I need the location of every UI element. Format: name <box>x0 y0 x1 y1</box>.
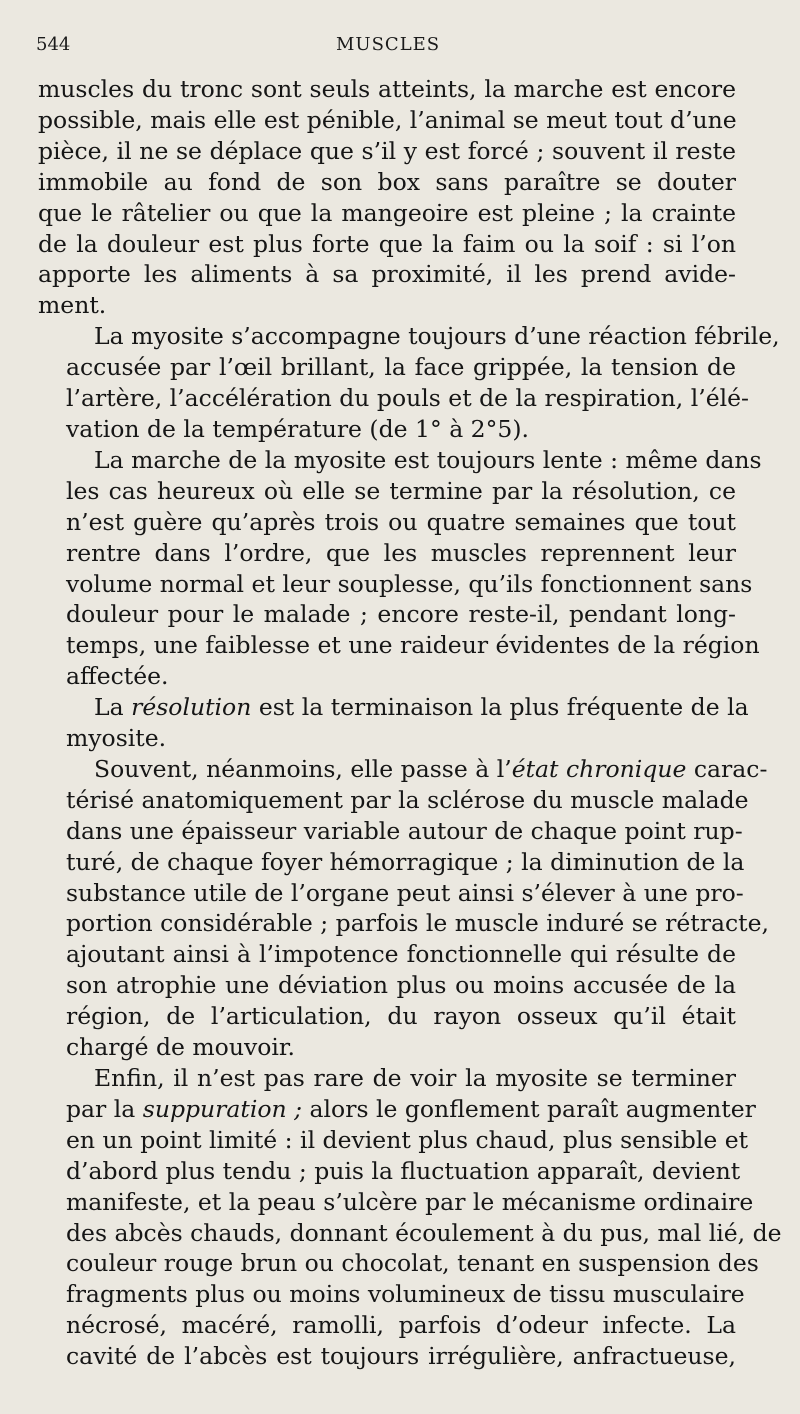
paragraph <box>38 1063 782 1372</box>
text-line: immobile au fond de son box sans paraître se douter <box>38 167 736 196</box>
text-line: turé, de chaque foyer hémorragique ; la diminution de la <box>66 847 745 876</box>
text-line: Enfin, il n’est pas rare de voir la myosite se terminer <box>94 1064 736 1092</box>
paragraph <box>38 321 780 445</box>
text-line: La marche de la myosite est toujours lente : même dans <box>94 445 762 474</box>
running-head: MUSCLES <box>336 34 441 55</box>
paragraph <box>38 692 749 754</box>
text-line: cavité de l’abcès est toujours irrégulière, anfractueuse, <box>66 1342 736 1371</box>
text-line: vation de la température (de 1° à 2°5). <box>66 414 529 443</box>
italic-term: suppuration ; <box>142 1094 303 1123</box>
text-line: ment. <box>38 291 107 320</box>
text-line: en un point limité : il devient plus chaud, plus sensible et <box>66 1125 749 1154</box>
text-line: portion considérable ; parfois le muscle induré se rétracte, <box>66 909 769 938</box>
text-line: dans une épaisseur variable autour de chaque point rup- <box>66 816 743 845</box>
text-line: possible, mais elle est pénible, l’animal se meut tout d’une <box>38 105 737 134</box>
text-line: Souvent, néanmoins, elle passe à l’état chronique carac- <box>94 754 768 783</box>
text-line: La myosite s’accompagne toujours d’une réaction fébrile, <box>94 322 780 351</box>
text-line: térisé anatomiquement par la sclérose du muscle malade <box>66 785 749 814</box>
text-line: l’artère, l’accélération du pouls et de la respiration, l’élé- <box>66 384 749 413</box>
text-line: des abcès chauds, donnant écoulement à du pus, mal lié, de <box>66 1218 782 1247</box>
text-line: apporte les aliments à sa proximité, il les prend avide- <box>38 260 736 289</box>
italic-term: résolution <box>131 693 252 722</box>
paragraph <box>38 754 769 1063</box>
text-line: substance utile de l’organe peut ainsi s’élever à une pro- <box>66 878 744 907</box>
text-line: douleur pour le malade ; encore reste-il, pendant long- <box>66 600 736 629</box>
text-line: muscles du tronc sont seuls atteints, la marche est encore <box>38 75 736 103</box>
text-line: n’est guère qu’après trois ou quatre semaines que tout <box>66 507 736 536</box>
text-line: manifeste, et la peau s’ulcère par le mécanisme ordinaire <box>66 1187 754 1216</box>
text-line: les cas heureux où elle se termine par la résolution, ce <box>66 476 736 505</box>
text-line: La résolution est la terminaison la plus fréquente de la <box>94 693 749 722</box>
text-line: de la douleur est plus forte que la faim ou la soif : si l’on <box>38 229 736 258</box>
text-line: fragments plus ou moins volumineux de tissu musculaire <box>66 1280 745 1309</box>
text-line: volume normal et leur souplesse, qu’ils fonctionnent sans <box>66 569 753 598</box>
text-line: rentre dans l’ordre, que les muscles reprennent leur <box>66 538 736 567</box>
text-line: affectée. <box>66 662 169 691</box>
text-line: temps, une faiblesse et une raideur évidentes de la région <box>66 631 760 660</box>
text-line: nécrosé, macéré, ramolli, parfois d’odeur infecte. La <box>66 1311 736 1340</box>
text-line: région, de l’articulation, du rayon osseux qu’il était <box>66 1002 736 1031</box>
text-line: couleur rouge brun ou chocolat, tenant en suspension des <box>66 1249 759 1278</box>
text-line: accusée par l’œil brillant, la face grippée, la tension de <box>66 353 736 382</box>
text-line: d’abord plus tendu ; puis la fluctuation apparaît, devient <box>66 1156 741 1185</box>
text-line: que le râtelier ou que la mangeoire est pleine ; la crainte <box>38 198 736 227</box>
paragraph <box>38 445 762 692</box>
paragraph <box>38 74 736 321</box>
body-text <box>38 74 782 1372</box>
text-line: son atrophie une déviation plus ou moins accusée de la <box>66 971 736 1000</box>
page-number: 544 <box>36 34 71 55</box>
text-line: ajoutant ainsi à l’impotence fonctionnelle qui résulte de <box>66 940 736 969</box>
text-line: chargé de mouvoir. <box>66 1033 296 1062</box>
italic-term: état chronique <box>511 754 687 783</box>
page-header <box>36 34 740 56</box>
text-line: pièce, il ne se déplace que s’il y est forcé ; souvent il reste <box>38 136 736 165</box>
text-line: myosite. <box>66 724 167 753</box>
text-line: par la suppuration ; alors le gonflement paraît augmenter <box>66 1094 756 1123</box>
